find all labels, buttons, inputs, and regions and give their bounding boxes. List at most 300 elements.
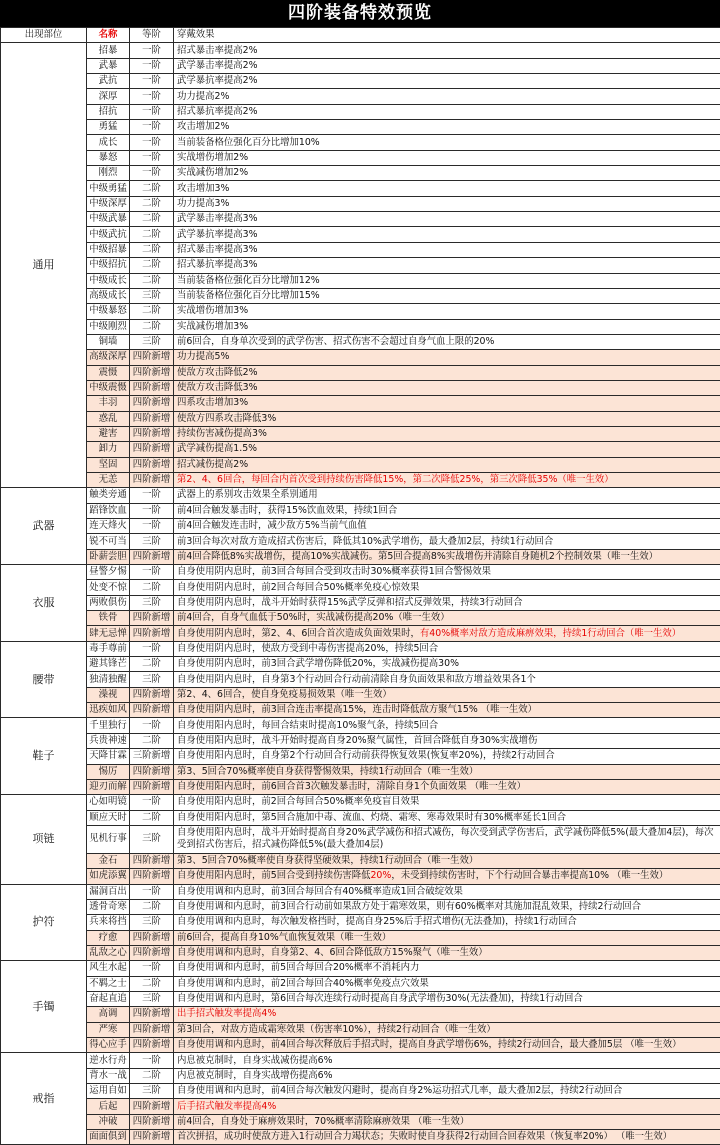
effect-description (174, 196, 720, 211)
effect-name: 卧薪尝胆 (87, 549, 130, 564)
effect-name: 武暴 (87, 58, 130, 73)
effect-description (174, 58, 720, 73)
effect-description (174, 227, 720, 242)
category-label: 手镯 (1, 961, 87, 1053)
effect-name: 触类旁通 (87, 488, 130, 503)
table-row (1, 426, 720, 441)
effect-tier: 三阶 (130, 825, 174, 853)
effect-tier: 一阶 (130, 150, 174, 165)
table-row (1, 58, 720, 73)
table-row (1, 825, 720, 853)
table-row (1, 319, 720, 334)
effect-name: 刚烈 (87, 166, 130, 181)
effect-text: 第3、5回合70%概率使自身获得坚硬效果，持续1行动回合（唯一生效） (177, 855, 478, 866)
effect-tier: 三阶 (130, 534, 174, 549)
effect-description (174, 884, 720, 899)
effect-text: 自身使用阴内息时，自身第3个行动回合行动前清除自身负面效果和敌方增益效果各1个 (177, 674, 536, 685)
effect-text: 自身使用阴内息时，前3回合连击率提高15%，连击时降低敌方聚气15% （唯一生效） (177, 704, 537, 715)
effect-text: 前3回合每次对敌方造成招式伤害后，降低其10%武学增伤，最大叠加2层，持续1行动回合 (177, 536, 553, 547)
effect-description (174, 1084, 720, 1099)
table-row (1, 549, 720, 564)
effect-description (174, 991, 720, 1006)
table-row (1, 930, 720, 945)
effect-name: 惕厉 (87, 764, 130, 779)
effect-tier: 二阶 (130, 227, 174, 242)
header-part: 出现部位 (1, 28, 87, 43)
effect-name: 丰羽 (87, 396, 130, 411)
effect-name: 蹈锋饮血 (87, 503, 130, 518)
table-row (1, 150, 720, 165)
effect-description (174, 181, 720, 196)
effect-tier: 二阶 (130, 976, 174, 991)
effect-name: 金石 (87, 853, 130, 868)
effect-tier: 一阶 (130, 565, 174, 580)
effect-tier: 四阶新增 (130, 626, 174, 641)
effect-name: 中级武抗 (87, 227, 130, 242)
table-row (1, 534, 720, 549)
category-label: 护符 (1, 884, 87, 961)
table-row (1, 212, 720, 227)
effect-description (174, 411, 720, 426)
table-row (1, 733, 720, 748)
effect-description (174, 396, 720, 411)
effect-name: 迎刃而解 (87, 779, 130, 794)
effect-text: 自身使用阳内息时，自身第2个行动回合行动前获得恢复效果(恢复率20%)，持续2行动回合 (177, 750, 555, 761)
effect-tier: 一阶 (130, 519, 174, 534)
effect-name: 面面俱到 (87, 1130, 130, 1145)
table-row (1, 672, 720, 687)
table-row (1, 89, 720, 104)
effect-text: 后手招式触发率提高4% (177, 1101, 276, 1112)
table-row (1, 565, 720, 580)
effect-tier: 二阶 (130, 899, 174, 914)
table-row (1, 120, 720, 135)
effect-text: 第2、4、6回合，使自身免疫易损效果（唯一生效） (177, 689, 392, 700)
effect-tier: 二阶 (130, 657, 174, 672)
table-row (1, 795, 720, 810)
effect-description (174, 365, 720, 380)
table-row (1, 580, 720, 595)
effect-text: 武器上的系别攻击效果全系别通用 (177, 489, 318, 500)
effect-name: 避害 (87, 426, 130, 441)
effect-text: 招式暴击率提高2% (177, 45, 258, 56)
effect-tier: 四阶新增 (130, 350, 174, 365)
effect-tier: 一阶 (130, 135, 174, 150)
table-row (1, 764, 720, 779)
effect-tier: 二阶 (130, 273, 174, 288)
effect-name: 天降甘霖 (87, 749, 130, 764)
effect-description (174, 380, 720, 395)
effect-tier: 一阶 (130, 961, 174, 976)
effect-text: 内息被克制时，自身实战增伤提高6% (177, 1070, 333, 1081)
table-row (1, 457, 720, 472)
effect-description (174, 1007, 720, 1022)
effect-tier: 四阶新增 (130, 1099, 174, 1114)
effect-text: 前4回合触发暴击时，获得15%饮血效果，持续1回合 (177, 505, 397, 516)
table-row (1, 1068, 720, 1083)
table-row (1, 196, 720, 211)
effect-description (174, 120, 720, 135)
effect-tier: 一阶 (130, 795, 174, 810)
effect-description (174, 1130, 720, 1145)
effect-tier: 一阶 (130, 74, 174, 89)
table-row (1, 884, 720, 899)
effect-text: 招式暴抗率提高2% (177, 106, 258, 117)
table-row (1, 1114, 720, 1129)
effect-tier: 四阶新增 (130, 365, 174, 380)
effect-tier: 四阶新增 (130, 1114, 174, 1129)
effect-name: 肆无忌惮 (87, 626, 130, 641)
effect-text: 自身使用调和内息时，前5回合每回合20%概率不消耗内力 (177, 962, 419, 973)
table-row (1, 1084, 720, 1099)
effect-name: 成长 (87, 135, 130, 150)
effect-description (174, 534, 720, 549)
effect-name: 昼警夕惕 (87, 565, 130, 580)
effect-text: 自身使用阳内息时，前2回合每回合50%概率免疫盲目效果 (177, 796, 419, 807)
effect-tier: 二阶 (130, 733, 174, 748)
effect-description (174, 703, 720, 718)
effect-description (174, 626, 720, 641)
effect-description (174, 869, 720, 884)
effect-text: 前4回合，自身气血低于50%时，实战减伤提高20%（唯一生效） (177, 612, 450, 623)
effect-name: 两败俱伤 (87, 595, 130, 610)
effect-text: 前6回合，提高自身10%气血恢复效果（唯一生效） (177, 932, 391, 943)
effect-tier: 一阶 (130, 104, 174, 119)
effect-tier: 二阶 (130, 580, 174, 595)
effect-text: 攻击增加2% (177, 121, 229, 132)
effect-text: 第2、4、6回合，每回合内首次受到持续伤害降低15%，第二次降低25%，第三次降低35%（唯一生效） (177, 474, 614, 485)
effect-description (174, 457, 720, 472)
effect-name: 深厚 (87, 89, 130, 104)
effect-tier: 三阶 (130, 1084, 174, 1099)
effect-name: 震慑 (87, 365, 130, 380)
effect-text: 第3回合，对敌方造成霜寒效果（伤害率10%），持续2行动回合（唯一生效） (177, 1024, 496, 1035)
effect-description (174, 825, 720, 853)
table-row (1, 472, 720, 487)
table-row (1, 396, 720, 411)
effect-tier: 四阶新增 (130, 869, 174, 884)
effect-tier: 一阶 (130, 166, 174, 181)
effect-text: 功力提高5% (177, 351, 229, 362)
table-row (1, 1038, 720, 1053)
table-row (1, 1053, 720, 1068)
effect-tier: 四阶新增 (130, 442, 174, 457)
table-row (1, 899, 720, 914)
effect-tier: 一阶 (130, 89, 174, 104)
table-row (1, 227, 720, 242)
effect-text: 前4回合触发连击时，减少敌方5%当前气血值 (177, 520, 367, 531)
effect-text: 持续伤害减伤提高3% (177, 428, 267, 439)
effect-description (174, 74, 720, 89)
effect-text: 武学暴抗率提高3% (177, 229, 258, 240)
effect-name: 坚固 (87, 457, 130, 472)
effect-tier: 四阶新增 (130, 380, 174, 395)
effect-name: 后起 (87, 1099, 130, 1114)
effect-description (174, 258, 720, 273)
effect-description (174, 672, 720, 687)
effect-text: 前4回合，自身处于麻痹效果时，70%概率清除麻痹效果 （唯一生效） (177, 1116, 469, 1127)
effect-name: 背水一战 (87, 1068, 130, 1083)
effect-text: 武学暴抗率提高2% (177, 75, 258, 86)
table-row (1, 853, 720, 868)
effect-name: 乱敌之心 (87, 945, 130, 960)
effect-text: 四系攻击增加3% (177, 397, 248, 408)
effect-description (174, 1099, 720, 1114)
effect-description (174, 503, 720, 518)
category-label: 通用 (1, 43, 87, 488)
effect-tier: 四阶新增 (130, 1007, 174, 1022)
effect-description (174, 764, 720, 779)
effect-tier: 四阶新增 (130, 549, 174, 564)
table-row (1, 135, 720, 150)
effect-description (174, 779, 720, 794)
effect-name: 如虎添翼 (87, 869, 130, 884)
effect-text: 招式暴抗率提高3% (177, 259, 258, 270)
effect-description (174, 549, 720, 564)
effect-description (174, 976, 720, 991)
effect-name: 千里独行 (87, 718, 130, 733)
effect-text: 使敌方攻击降低3% (177, 382, 258, 393)
effect-tier: 四阶新增 (130, 945, 174, 960)
effect-text: 自身使用调和内息时，前3回合每回合有40%概率造成1回合破绽效果 (177, 886, 463, 897)
effect-name: 高调 (87, 1007, 130, 1022)
effect-text: 武学暴击率提高3% (177, 213, 258, 224)
effect-text: 自身使用阳内息时，每回合结束时提高10%聚气条，持续5回合 (177, 720, 438, 731)
effect-text: 武学减伤提高1.5% (177, 443, 257, 454)
table-row (1, 365, 720, 380)
effect-description (174, 795, 720, 810)
effect-description (174, 166, 720, 181)
table-row (1, 749, 720, 764)
table-row (1, 304, 720, 319)
effect-name: 中级刚烈 (87, 319, 130, 334)
effect-tier: 一阶 (130, 884, 174, 899)
effect-name: 避其锋芒 (87, 657, 130, 672)
effect-description (174, 89, 720, 104)
effect-tier: 四阶新增 (130, 1130, 174, 1145)
effect-text: 招式暴击率提高3% (177, 244, 258, 255)
effect-tier: 二阶 (130, 304, 174, 319)
table-row (1, 1007, 720, 1022)
effect-description (174, 733, 720, 748)
table-row (1, 976, 720, 991)
effect-tier: 四阶新增 (130, 611, 174, 626)
table-row (1, 104, 720, 119)
effect-description (174, 687, 720, 702)
effect-text: 当前装备格位强化百分比增加12% (177, 275, 320, 286)
effect-name: 中级勇猛 (87, 181, 130, 196)
effect-name: 惑乱 (87, 411, 130, 426)
effect-name: 中级招暴 (87, 242, 130, 257)
effect-text: 自身使用调和内息时，每次触发格挡时，提高自身25%后手招式增伤(无法叠加)，持续1行动回合 (177, 916, 577, 927)
table-row (1, 595, 720, 610)
effect-text: 自身使用调和内息时，前3回合行动前如果敌方处于霜寒效果，则有60%概率对其施加混乱效果，持续2行动回合 (177, 901, 641, 912)
effect-text: 第3、5回合70%概率使自身获得警惕效果，持续1行动回合（唯一生效） (177, 766, 478, 777)
table-row (1, 181, 720, 196)
table-row (1, 626, 720, 641)
effect-name: 风生水起 (87, 961, 130, 976)
effect-description (174, 641, 720, 656)
effect-text: 当前装备格位强化百分比增加10% (177, 137, 320, 148)
effect-name: 见机行事 (87, 825, 130, 853)
effect-tier: 三阶 (130, 288, 174, 303)
table-row (1, 273, 720, 288)
effect-text: 自身使用阴内息时，使敌方受到中毒伤害提高20%，持续5回合 (177, 643, 438, 654)
header-row (1, 28, 720, 43)
effect-text: 自身使用阳内息时，第5回合施加中毒、流血、灼烧、霜寒、寒毒效果时有30%概率延长1回合 (177, 812, 566, 823)
effect-name: 不羁之士 (87, 976, 130, 991)
effect-text: 实战增伤增加2% (177, 152, 248, 163)
effect-text: 首次拼招，成功时使敌方进入1行动回合力竭状态；失败时使自身获得2行动回合回春效果（恢复率20%） （唯一生效） (177, 1131, 672, 1142)
effect-name: 连天烽火 (87, 519, 130, 534)
effect-tier: 三阶 (130, 334, 174, 349)
effect-description (174, 565, 720, 580)
effect-tier: 二阶 (130, 196, 174, 211)
effect-name: 兵贵神速 (87, 733, 130, 748)
table-row (1, 703, 720, 718)
table-row (1, 641, 720, 656)
effect-text: 自身使用阴内息时，战斗开始时获得15%武学反弹和招式反弹效果，持续3行动回合 (177, 597, 523, 608)
effect-text: 自身使用阳内息时，前5回合受到持续伤害降低 (177, 870, 370, 881)
effect-tier: 四阶新增 (130, 457, 174, 472)
effect-tier: 四阶新增 (130, 411, 174, 426)
effect-name: 迅疾如风 (87, 703, 130, 718)
effect-text: 自身使用调和内息时，前4回合每次释放后手招式时，提高自身武学增伤6%，持续2行动回合，最大叠加5层 （唯一生效） (177, 1039, 682, 1050)
effect-name: 澡视 (87, 687, 130, 702)
effect-description (174, 961, 720, 976)
effect-text: 前4回合降低8%实战增伤，提高10%实战减伤。第5回合提高8%实战增伤并清除自身随机2个控制效果（唯一生效） (177, 551, 658, 562)
effect-tier: 二阶 (130, 1068, 174, 1083)
table-row (1, 810, 720, 825)
effect-description (174, 43, 720, 58)
effect-name: 卸力 (87, 442, 130, 457)
effect-text: 使敌方四系攻击降低3% (177, 413, 276, 424)
table-row (1, 611, 720, 626)
effect-text: 前6回合，自身单次受到的武学伤害、招式伤害不会超过自身气血上限的20% (177, 336, 494, 347)
table-row (1, 1130, 720, 1145)
table-row (1, 380, 720, 395)
effect-name: 处变不惊 (87, 580, 130, 595)
effect-tier: 三阶 (130, 991, 174, 1006)
effect-name: 兵来将挡 (87, 915, 130, 930)
effect-name: 毒手尊前 (87, 641, 130, 656)
effect-name: 铜墙 (87, 334, 130, 349)
effect-text: 自身使用阴内息时，前3回合每回合受到攻击时30%概率获得1回合警惕效果 (177, 566, 491, 577)
table-row (1, 334, 720, 349)
effect-name: 武抗 (87, 74, 130, 89)
effect-description (174, 150, 720, 165)
effect-name: 中级成长 (87, 273, 130, 288)
effect-tier: 一阶 (130, 58, 174, 73)
effect-tier: 一阶 (130, 718, 174, 733)
effect-text: 自身使用阴内息时，第2、4、6回合首次造成负面效果时， (177, 628, 420, 639)
effect-text: 出手招式触发率提高4% (177, 1008, 276, 1019)
effect-name: 顺应天时 (87, 810, 130, 825)
effect-tier: 四阶新增 (130, 1038, 174, 1053)
table-row (1, 442, 720, 457)
effect-text: 内息被克制时，自身实战减伤提高6% (177, 1055, 333, 1066)
effect-description (174, 853, 720, 868)
effect-description (174, 273, 720, 288)
effect-text: 有40%概率对敌方造成麻痹效果，持续1行动回合（唯一生效） (420, 628, 681, 639)
effect-text: 使敌方攻击降低2% (177, 367, 258, 378)
effect-description (174, 1038, 720, 1053)
effect-description (174, 1053, 720, 1068)
header-tier: 等阶 (130, 28, 174, 43)
effect-name: 疗愈 (87, 930, 130, 945)
table-row (1, 687, 720, 702)
table-row (1, 915, 720, 930)
effect-name: 无恙 (87, 472, 130, 487)
effect-tier: 四阶新增 (130, 779, 174, 794)
table-row (1, 74, 720, 89)
effect-description (174, 519, 720, 534)
effect-name: 逆水行舟 (87, 1053, 130, 1068)
effect-text: 自身使用阳内息时，战斗开始时提高自身20%武学减伤和招式减伤，每次受到武学伤害后，武学减伤降低5%(最大叠加4层)，每次受到招式伤害后，招式减伤降低5%(最大叠加4层) (177, 827, 714, 850)
table-row (1, 945, 720, 960)
effect-name: 得心应手 (87, 1038, 130, 1053)
effect-description (174, 426, 720, 441)
effect-tier: 四阶新增 (130, 396, 174, 411)
effect-name: 勇猛 (87, 120, 130, 135)
effect-description (174, 718, 720, 733)
table-row (1, 718, 720, 733)
table-row (1, 1022, 720, 1037)
effect-name: 暴怒 (87, 150, 130, 165)
header-name: 名称 (87, 28, 130, 43)
effect-description (174, 319, 720, 334)
effect-name: 锐不可当 (87, 534, 130, 549)
effect-tier: 三阶新增 (130, 749, 174, 764)
page-title: 四阶装备特效预览 (0, 0, 720, 27)
effect-name: 招抗 (87, 104, 130, 119)
table-row (1, 488, 720, 503)
effect-tier: 四阶新增 (130, 764, 174, 779)
table-row (1, 288, 720, 303)
effect-name: 独清独醒 (87, 672, 130, 687)
effect-name: 冲破 (87, 1114, 130, 1129)
effect-tier: 四阶新增 (130, 687, 174, 702)
table-row (1, 869, 720, 884)
effect-tier: 四阶新增 (130, 472, 174, 487)
effect-description (174, 304, 720, 319)
effect-description (174, 288, 720, 303)
table-row (1, 961, 720, 976)
effect-tier: 三阶 (130, 595, 174, 610)
effect-text: 自身使用阴内息时，前2回合每回合50%概率免疫心惊效果 (177, 582, 419, 593)
effect-name: 中级招抗 (87, 258, 130, 273)
category-label: 项链 (1, 795, 87, 884)
effect-description (174, 135, 720, 150)
effect-description (174, 472, 720, 487)
effect-description (174, 595, 720, 610)
effect-text: 实战减伤增加2% (177, 167, 248, 178)
table-row (1, 350, 720, 365)
table-row (1, 519, 720, 534)
effect-description (174, 810, 720, 825)
effect-text: 实战增伤增加3% (177, 305, 248, 316)
effect-description (174, 350, 720, 365)
effect-name: 中级深厚 (87, 196, 130, 211)
effect-tier: 四阶新增 (130, 703, 174, 718)
effect-text: 功力提高2% (177, 91, 229, 102)
effect-description (174, 488, 720, 503)
table-row (1, 503, 720, 518)
effect-name: 运用自如 (87, 1084, 130, 1099)
effect-tier: 一阶 (130, 641, 174, 656)
effect-description (174, 1068, 720, 1083)
effect-tier: 三阶 (130, 915, 174, 930)
